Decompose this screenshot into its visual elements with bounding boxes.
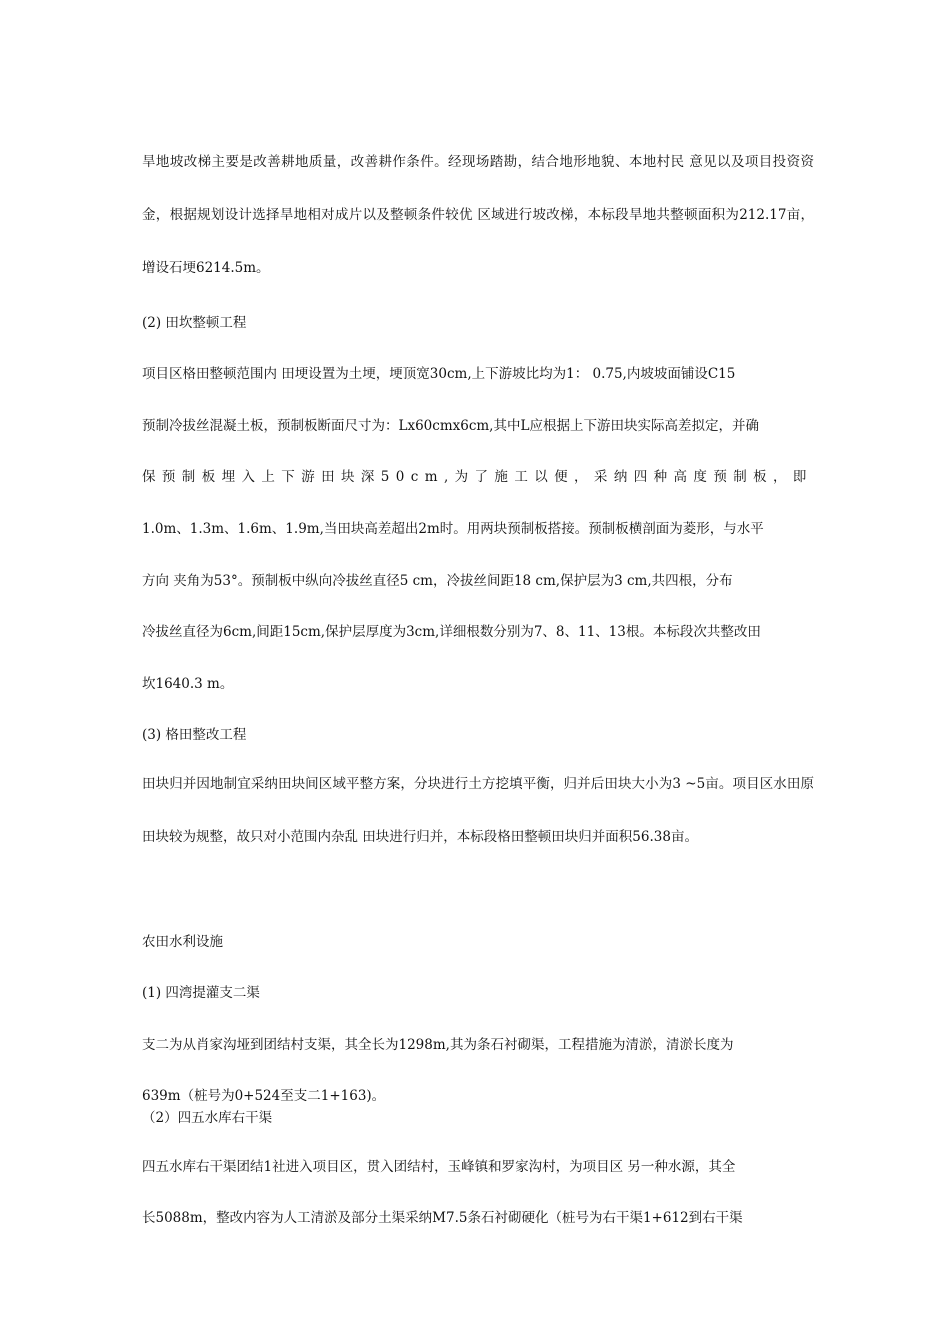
paragraph-siwan-canal-line-2: 639m（桩号为0+524至支二1+163)。 bbox=[142, 1088, 386, 1104]
paragraph-siwu-canal-line-1: 四五水库右干渠团结1社进入项目区，贯入团结村，玉峰镇和罗家沟村，为项目区 另一种水源，其全 bbox=[142, 1159, 736, 1175]
paragraph-field-ridge-line-4: 1.0m、1.3m、1.6m、1.9m,当田块高差超出2m时。用两块预制板搭接。预制板横剖面为菱形，与水平 bbox=[142, 521, 764, 537]
paragraph-field-ridge-line-1: 项目区格田整顿范围内 田埂设置为土埂，埂顶宽30cm,上下游坡比均为1： 0.75,内坡坡面铺设C15 bbox=[142, 366, 736, 382]
paragraph-field-ridge-line-7: 坎1640.3 m。 bbox=[142, 676, 234, 692]
paragraph-field-ridge-line-2: 预制冷拔丝混凝土板，预制板断面尺寸为：Lx60cmx6cm,其中L应根据上下游田块实际高差拟定，并确 bbox=[142, 418, 759, 434]
paragraph-field-rectification: 田块归并因地制宜采纳田块间区域平整方案，分块进行土方挖填平衡，归并后田块大小为3 ~5亩。项目区水田原田块较为规整，故只对小范围内杂乱 田块进行归并，本标段格田整顿田块归并面积56.38亩。 bbox=[142, 776, 814, 845]
heading-siwan-canal: (1) 四湾提灌支二渠 bbox=[142, 985, 260, 1001]
heading-field-rectification: (3) 格田整改工程 bbox=[142, 727, 247, 743]
paragraph-dryland-terracing: 旱地坡改梯主要是改善耕地质量，改善耕作条件。经现场踏勘，结合地形地貌、本地村民 意见以及项目投资资金，根据规划设计选择旱地相对成片以及整顿条件较优 区域进行坡改梯，本标段旱地共整顿面积为212.17亩，增设石埂6214.5m。 bbox=[142, 154, 814, 276]
heading-siwu-reservoir-canal: （2）四五水库右干渠 bbox=[142, 1110, 273, 1126]
paragraph-field-ridge-line-6: 冷拔丝直径为6cm,间距15cm,保护层厚度为3cm,详细根数分别为7、8、11、13根。本标段次共整改田 bbox=[142, 624, 761, 640]
paragraph-field-ridge-line-3: 保预制板埋入上下游田块深50cm,为了施工以便，采纳四种高度预制板，即 bbox=[142, 469, 813, 485]
paragraph-siwan-canal-line-1: 支二为从肖家沟垭到团结村支渠，其全长为1298m,其为条石衬砌渠，工程措施为清淤，清淤长度为 bbox=[142, 1037, 734, 1053]
heading-field-ridge: (2) 田坎整顿工程 bbox=[142, 315, 247, 331]
paragraph-siwu-canal-line-2: 长5088m，整改内容为人工清淤及部分土渠采纳M7.5条石衬砌硬化（桩号为右干渠1+612到右干渠 bbox=[142, 1210, 743, 1226]
section-title-irrigation: 农田水利设施 bbox=[142, 934, 223, 950]
paragraph-field-ridge-line-5: 方向 夹角为53°。预制板中纵向冷拔丝直径5 cm，冷拔丝间距18 cm,保护层为3 cm,共四根，分布 bbox=[142, 573, 733, 589]
